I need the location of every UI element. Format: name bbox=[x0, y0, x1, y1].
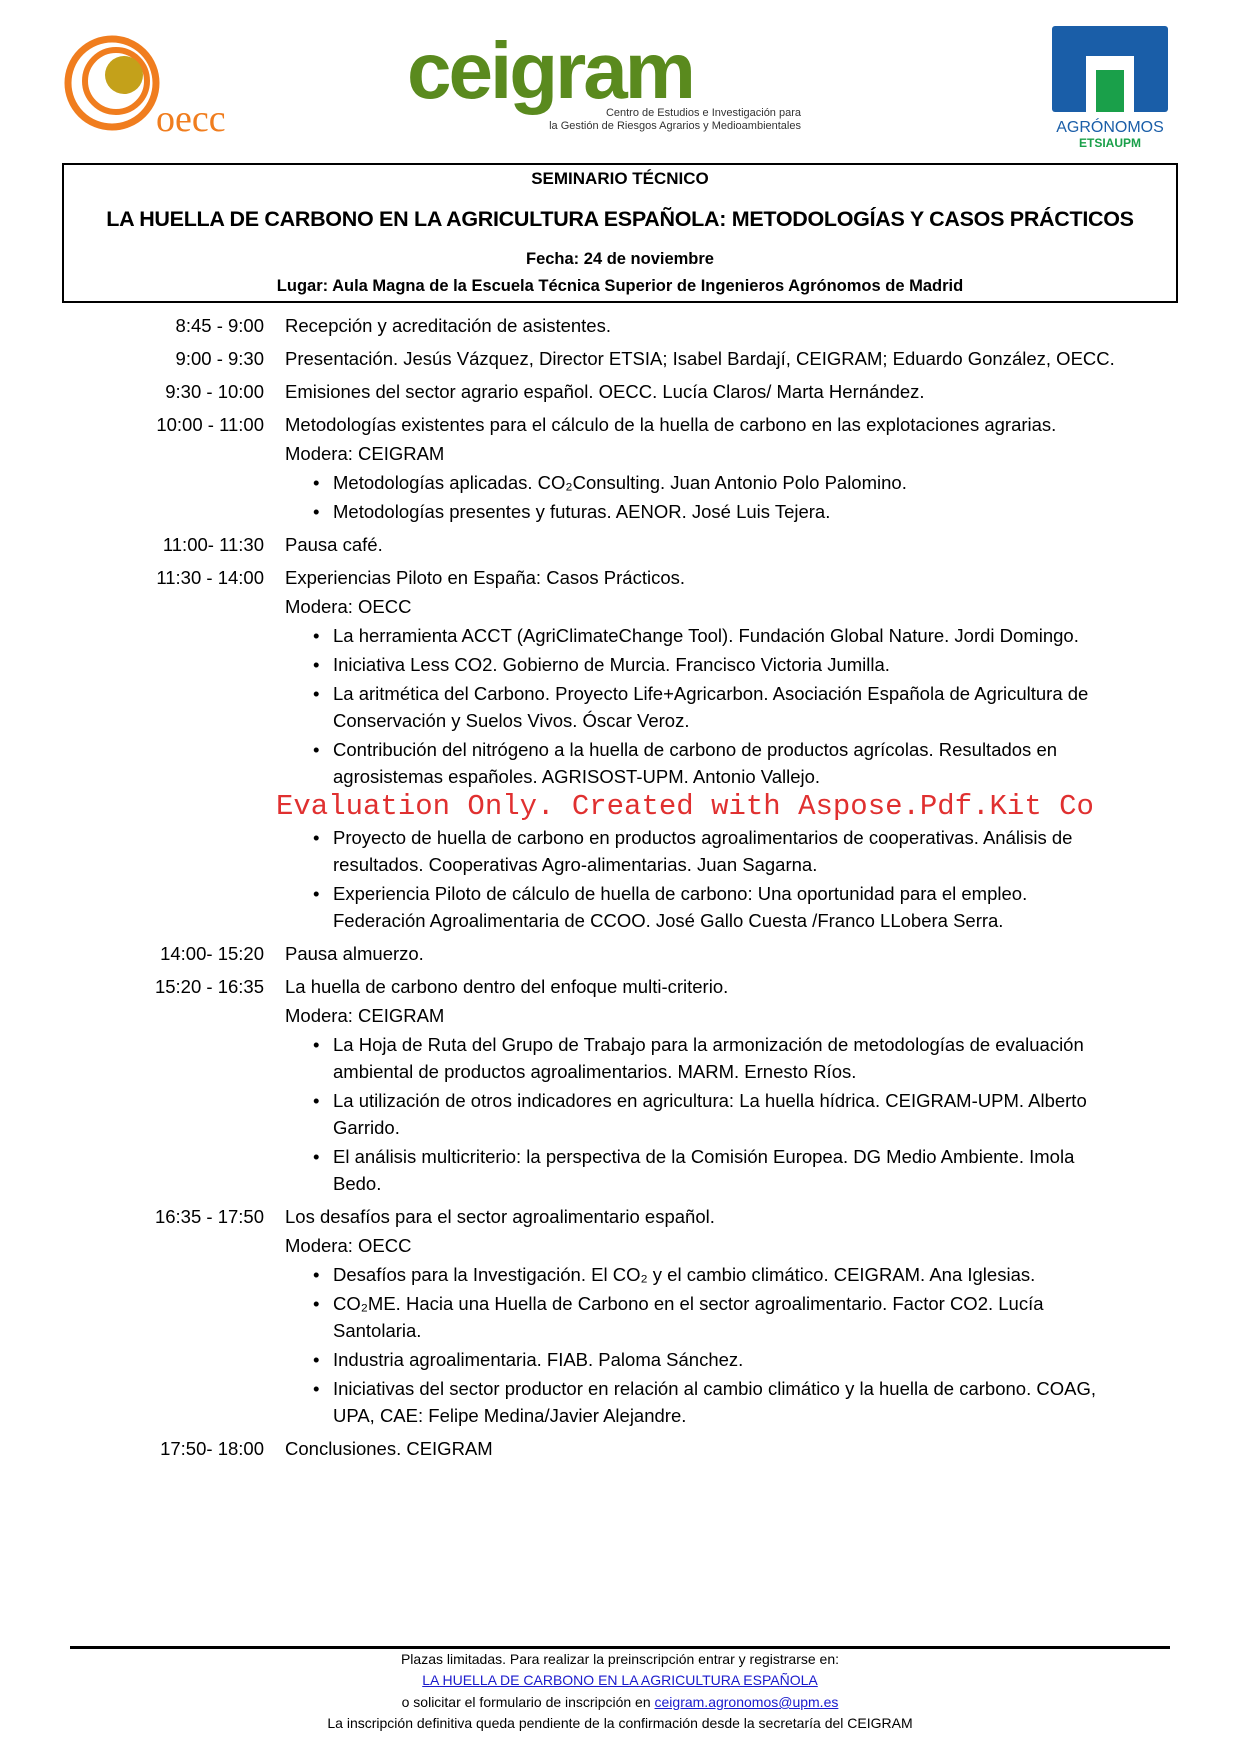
svg-text:Centro de Estudios e Investiga: Centro de Estudios e Investigación para bbox=[605, 107, 801, 119]
bullet-icon: • bbox=[313, 625, 320, 646]
email-link[interactable]: ceigram.agronomos@upm.es bbox=[654, 1694, 839, 1710]
schedule-description bbox=[285, 1203, 1115, 1431]
talk-item bbox=[285, 469, 1115, 496]
talk-text: Metodologías presentes y futuras. AENOR. José Luis Tejera. bbox=[333, 501, 831, 522]
session-moderator: Modera: CEIGRAM bbox=[285, 1005, 445, 1026]
session-title: Recepción y acreditación de asistentes. bbox=[285, 315, 611, 336]
talk-text: CO₂ME. Hacia una Huella de Carbono en el sector agroalimentario. Factor CO2. Lucía Santolaria. bbox=[333, 1293, 1044, 1341]
session-title: Pausa café. bbox=[285, 534, 383, 555]
talk-text: Iniciativas del sector productor en relación al cambio climático y la huella de carbono. COAG, UPA, CAE: Felipe Medina/Javier Alejandre. bbox=[333, 1378, 1096, 1426]
footer-confirmation: La inscripción definitiva queda pendiente de la confirmación desde la secretaría del CEIGRAM bbox=[327, 1715, 913, 1731]
footer-email-line: o solicitar el formulario de inscripción en ceigram.agronomos@upm.es bbox=[401, 1694, 839, 1710]
bullet-icon: • bbox=[313, 1378, 320, 1399]
svg-text:la Gestión de Riesgos Agrarios: la Gestión de Riesgos Agrarios y Medioambientales bbox=[549, 120, 801, 132]
event-place: Lugar: Aula Magna de la Escuela Técnica Superior de Ingenieros Agrónomos de Madrid bbox=[276, 277, 964, 295]
session-moderator: Modera: CEIGRAM bbox=[285, 443, 445, 464]
schedule-time: 17:50- 18:00 bbox=[160, 1438, 264, 1459]
schedule-description bbox=[285, 940, 1115, 969]
schedule-item bbox=[130, 312, 1140, 341]
talk-item bbox=[285, 1375, 1115, 1429]
schedule-time: 10:00 - 11:00 bbox=[156, 414, 264, 435]
seminar-kicker: SEMINARIO TÉCNICO bbox=[531, 169, 709, 188]
schedule-time: 11:00- 11:30 bbox=[162, 534, 264, 555]
schedule-time: 8:45 - 9:00 bbox=[175, 315, 264, 336]
talk-item bbox=[285, 680, 1115, 734]
session-title: Pausa almuerzo. bbox=[285, 943, 424, 964]
schedule-item bbox=[130, 411, 1140, 527]
bullet-icon: • bbox=[313, 1349, 320, 1370]
bullet-icon: • bbox=[313, 654, 320, 675]
session-title: Emisiones del sector agrario español. OECC. Lucía Claros/ Marta Hernández. bbox=[285, 381, 925, 402]
agronomos-logo bbox=[1050, 26, 1170, 150]
talk-item bbox=[285, 824, 1115, 878]
svg-text:ETSIAUPM: ETSIAUPM bbox=[1078, 136, 1142, 150]
talk-text: Metodologías aplicadas. CO₂Consulting. Juan Antonio Polo Palomino. bbox=[333, 472, 907, 493]
bullet-icon: • bbox=[313, 1146, 320, 1167]
talk-item bbox=[285, 622, 1115, 649]
schedule-item bbox=[130, 1203, 1140, 1431]
talk-item bbox=[285, 498, 1115, 525]
bullet-icon: • bbox=[313, 827, 320, 848]
session-title: Los desafíos para el sector agroalimentario español. bbox=[285, 1206, 715, 1227]
talk-item bbox=[285, 1261, 1115, 1288]
talk-text: Proyecto de huella de carbono en productos agroalimentarios de cooperativas. Análisis de resultados. Cooperativas Agro-alimentarias. Juan Sagarna. bbox=[333, 827, 1073, 875]
bullet-icon: • bbox=[313, 1090, 320, 1111]
schedule-time: 11:30 - 14:00 bbox=[156, 567, 264, 588]
schedule-item bbox=[130, 1435, 1140, 1464]
session-title: Conclusiones. CEIGRAM bbox=[285, 1438, 493, 1459]
talk-text: Industria agroalimentaria. FIAB. Paloma Sánchez. bbox=[333, 1349, 744, 1370]
talk-text: El análisis multicriterio: la perspectiva de la Comisión Europea. DG Medio Ambiente. Imola Bedo. bbox=[333, 1146, 1075, 1194]
schedule-time: 9:00 - 9:30 bbox=[175, 348, 264, 369]
bullet-icon: • bbox=[313, 472, 320, 493]
svg-text:AGRÓNOMOS: AGRÓNOMOS bbox=[1056, 119, 1164, 136]
session-title: Presentación. Jesús Vázquez, Director ETSIA; Isabel Bardají, CEIGRAM; Eduardo González, OECC. bbox=[285, 348, 1115, 369]
talk-text: Experiencia Piloto de cálculo de huella de carbono: Una oportunidad para el empleo. Federación Agroalimentaria de CCOO. José Gallo Cuesta /Franco LLobera Serra. bbox=[333, 883, 1028, 931]
bullet-icon: • bbox=[313, 683, 320, 704]
schedule-description bbox=[285, 973, 1115, 1199]
event-date: Fecha: 24 de noviembre bbox=[526, 250, 714, 268]
schedule-time: 15:20 - 16:35 bbox=[154, 976, 264, 997]
session-title: La huella de carbono dentro del enfoque multi-criterio. bbox=[285, 976, 729, 997]
schedule-description bbox=[285, 345, 1115, 374]
svg-text:oecc: oecc bbox=[156, 98, 226, 140]
footer-note: Plazas limitadas. Para realizar la preinscripción entrar y registrarse en: bbox=[400, 1651, 840, 1667]
schedule-item bbox=[130, 940, 1140, 969]
bullet-icon: • bbox=[313, 883, 320, 904]
schedule-description bbox=[285, 411, 1115, 527]
session-title: Metodologías existentes para el cálculo de la huella de carbono en las explotaciones agrarias. bbox=[285, 414, 1057, 435]
schedule-description bbox=[285, 531, 1115, 560]
bullet-icon: • bbox=[313, 1293, 320, 1314]
talk-item bbox=[285, 1143, 1115, 1197]
talk-text: Desafíos para la Investigación. El CO₂ y el cambio climático. CEIGRAM. Ana Iglesias. bbox=[333, 1264, 1036, 1285]
schedule-description bbox=[285, 1435, 1115, 1464]
talk-item bbox=[285, 1087, 1115, 1141]
bullet-icon: • bbox=[313, 1034, 320, 1055]
session-moderator: Modera: OECC bbox=[285, 596, 412, 617]
schedule-time: 16:35 - 17:50 bbox=[154, 1206, 264, 1227]
talk-item bbox=[285, 880, 1115, 934]
talk-text: La herramienta ACCT (AgriClimateChange Tool). Fundación Global Nature. Jordi Domingo. bbox=[333, 625, 1079, 646]
schedule-item bbox=[130, 531, 1140, 560]
footer-divider bbox=[70, 1646, 1170, 1649]
talk-text: La Hoja de Ruta del Grupo de Trabajo para la armonización de metodologías de evaluación ambiental de productos agroalimentarios. MARM. Ernesto Ríos. bbox=[333, 1034, 1084, 1082]
registration-link[interactable]: LA HUELLA DE CARBONO EN LA AGRICULTURA ESPAÑOLA bbox=[422, 1672, 818, 1688]
talk-item bbox=[285, 1031, 1115, 1085]
session-title: Experiencias Piloto en España: Casos Prácticos. bbox=[285, 567, 686, 588]
svg-text:ceigram: ceigram bbox=[407, 28, 693, 115]
schedule-item bbox=[130, 564, 1140, 936]
schedule-description bbox=[276, 564, 1115, 936]
oecc-logo bbox=[64, 33, 250, 141]
program-schedule bbox=[130, 312, 1140, 1468]
talk-text: La utilización de otros indicadores en agricultura: La huella hídrica. CEIGRAM-UPM. Alberto Garrido. bbox=[333, 1090, 1087, 1138]
talk-text: Contribución del nitrógeno a la huella de carbono de productos agrícolas. Resultados en agrosistemas españoles. AGRISOST-UPM. Antonio Vallejo. bbox=[333, 739, 1058, 787]
schedule-item bbox=[130, 345, 1140, 374]
schedule-description bbox=[285, 312, 1115, 341]
talk-text: La aritmética del Carbono. Proyecto Life+Agricarbon. Asociación Española de Agricultura de Conservación y Suelos Vivos. Óscar Veroz. bbox=[333, 683, 1089, 731]
schedule-item bbox=[130, 378, 1140, 407]
talk-item bbox=[285, 651, 1115, 678]
schedule-item bbox=[130, 973, 1140, 1199]
talk-text: Iniciativa Less CO2. Gobierno de Murcia. Francisco Victoria Jumilla. bbox=[333, 654, 890, 675]
talk-item bbox=[285, 736, 1115, 790]
bullet-icon: • bbox=[313, 739, 320, 760]
ceigram-logo bbox=[397, 28, 807, 134]
bullet-icon: • bbox=[313, 1264, 320, 1285]
page-title: LA HUELLA DE CARBONO EN LA AGRICULTURA ESPAÑOLA: METODOLOGÍAS Y CASOS PRÁCTICOS bbox=[106, 207, 1134, 231]
talk-item bbox=[285, 1346, 1115, 1373]
seminar-header-box bbox=[62, 163, 1178, 303]
schedule-time: 14:00- 15:20 bbox=[160, 943, 264, 964]
talk-item bbox=[285, 1290, 1115, 1344]
bullet-icon: • bbox=[313, 501, 320, 522]
schedule-time: 9:30 - 10:00 bbox=[165, 381, 264, 402]
watermark: Evaluation Only. Created with Aspose.Pdf.Kit Co bbox=[276, 790, 1094, 823]
session-moderator: Modera: OECC bbox=[285, 1235, 412, 1256]
schedule-description bbox=[285, 378, 1115, 407]
